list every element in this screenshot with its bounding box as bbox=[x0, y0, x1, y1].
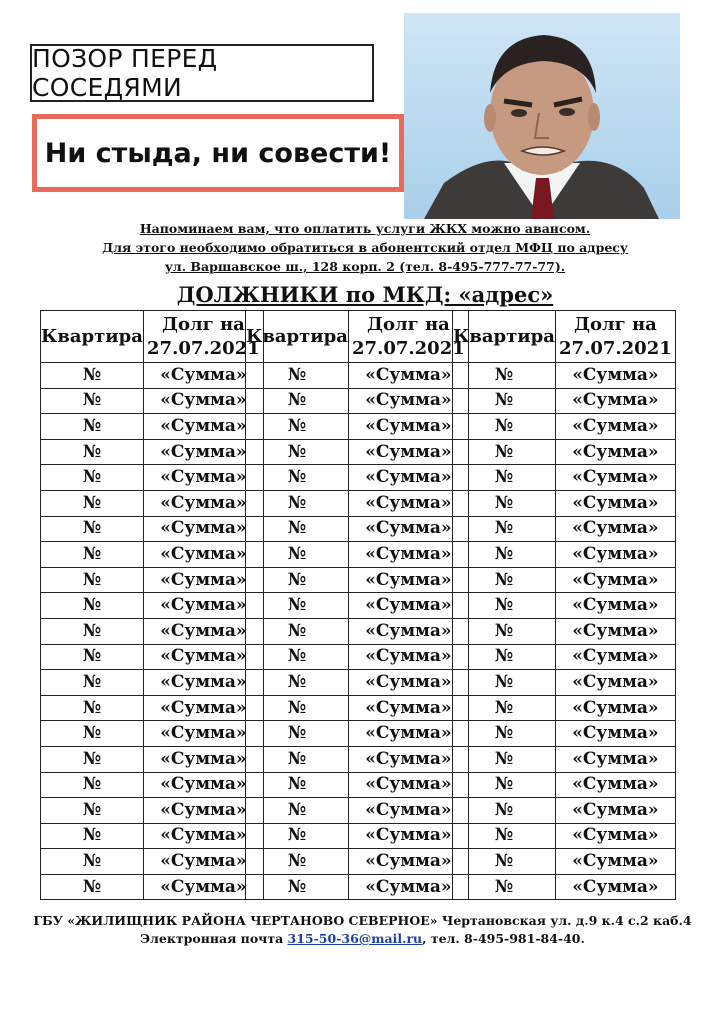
table-row bbox=[453, 644, 676, 670]
apartment-cell: № bbox=[41, 823, 144, 849]
table-row bbox=[41, 823, 264, 849]
apartment-cell: № bbox=[41, 490, 144, 516]
table-row bbox=[246, 593, 469, 619]
debt-sum-cell: «Сумма» bbox=[143, 849, 263, 875]
table-row bbox=[453, 388, 676, 414]
debt-sum-cell: «Сумма» bbox=[348, 388, 468, 414]
page-title: ПОЗОР ПЕРЕД СОСЕДЯМИ bbox=[30, 44, 374, 102]
apartment-cell: № bbox=[453, 721, 556, 747]
debt-sum-cell: «Сумма» bbox=[143, 363, 263, 389]
table-row bbox=[453, 465, 676, 491]
debt-sum-cell: «Сумма» bbox=[143, 593, 263, 619]
debt-sum-cell: «Сумма» bbox=[348, 490, 468, 516]
apartment-cell: № bbox=[41, 439, 144, 465]
debt-sum-cell: «Сумма» bbox=[143, 644, 263, 670]
debt-sum-cell: «Сумма» bbox=[348, 746, 468, 772]
table-row bbox=[246, 388, 469, 414]
footer-phone: , тел. 8-495-981-84-40. bbox=[422, 931, 585, 946]
debt-sum-cell: «Сумма» bbox=[348, 414, 468, 440]
table-row bbox=[41, 695, 264, 721]
apartment-cell: № bbox=[246, 388, 349, 414]
debt-sum-cell: «Сумма» bbox=[348, 363, 468, 389]
table-row bbox=[453, 490, 676, 516]
debt-sum-cell: «Сумма» bbox=[348, 644, 468, 670]
apartment-cell: № bbox=[453, 644, 556, 670]
table-row bbox=[453, 618, 676, 644]
apartment-cell: № bbox=[41, 772, 144, 798]
apartment-cell: № bbox=[246, 567, 349, 593]
debt-sum-cell: «Сумма» bbox=[555, 388, 675, 414]
table-row bbox=[246, 695, 469, 721]
table-row bbox=[246, 490, 469, 516]
table-row bbox=[453, 798, 676, 824]
email-link[interactable]: 315-50-36@mail.ru bbox=[287, 931, 423, 946]
debt-sum-cell: «Сумма» bbox=[143, 567, 263, 593]
table-row bbox=[41, 465, 264, 491]
col-apartment-header: Квартира bbox=[41, 311, 144, 363]
debtors-table-1 bbox=[40, 310, 264, 900]
apartment-cell: № bbox=[453, 363, 556, 389]
debt-sum-cell: «Сумма» bbox=[555, 798, 675, 824]
debt-sum-cell: «Сумма» bbox=[348, 439, 468, 465]
apartment-cell: № bbox=[246, 798, 349, 824]
debt-sum-cell: «Сумма» bbox=[348, 823, 468, 849]
footer-contacts bbox=[20, 930, 705, 948]
table-row bbox=[41, 798, 264, 824]
apartment-cell: № bbox=[41, 363, 144, 389]
debt-sum-cell: «Сумма» bbox=[348, 618, 468, 644]
table-row bbox=[41, 772, 264, 798]
debt-sum-cell: «Сумма» bbox=[555, 644, 675, 670]
debt-sum-cell: «Сумма» bbox=[348, 772, 468, 798]
apartment-cell: № bbox=[453, 593, 556, 619]
debt-sum-cell: «Сумма» bbox=[555, 465, 675, 491]
col-debt-header: Долг на 27.07.2021 bbox=[555, 311, 675, 363]
debt-sum-cell: «Сумма» bbox=[143, 695, 263, 721]
table-row bbox=[41, 388, 264, 414]
debt-sum-cell: «Сумма» bbox=[348, 849, 468, 875]
table-row bbox=[453, 695, 676, 721]
table-row bbox=[246, 363, 469, 389]
debt-sum-cell: «Сумма» bbox=[348, 516, 468, 542]
table-row bbox=[41, 644, 264, 670]
table-row bbox=[41, 746, 264, 772]
table-row bbox=[453, 593, 676, 619]
table-row bbox=[41, 849, 264, 875]
debt-sum-cell: «Сумма» bbox=[143, 542, 263, 568]
debt-sum-cell: «Сумма» bbox=[143, 874, 263, 900]
apartment-cell: № bbox=[246, 490, 349, 516]
debt-sum-cell: «Сумма» bbox=[555, 823, 675, 849]
debt-sum-cell: «Сумма» bbox=[348, 542, 468, 568]
payment-notice bbox=[40, 219, 690, 276]
table-row bbox=[246, 567, 469, 593]
table-row bbox=[41, 439, 264, 465]
table-row bbox=[41, 490, 264, 516]
table-row bbox=[41, 874, 264, 900]
apartment-cell: № bbox=[41, 849, 144, 875]
notice-line: Напоминаем вам, что оплатить услуги ЖКХ можно авансом. bbox=[139, 221, 591, 236]
debt-sum-cell: «Сумма» bbox=[555, 363, 675, 389]
debt-sum-cell: «Сумма» bbox=[143, 516, 263, 542]
table-row bbox=[41, 567, 264, 593]
debt-sum-cell: «Сумма» bbox=[143, 772, 263, 798]
apartment-cell: № bbox=[246, 644, 349, 670]
apartment-cell: № bbox=[246, 363, 349, 389]
apartment-cell: № bbox=[246, 823, 349, 849]
apartment-cell: № bbox=[453, 618, 556, 644]
debt-sum-cell: «Сумма» bbox=[143, 746, 263, 772]
apartment-cell: № bbox=[41, 414, 144, 440]
debt-sum-cell: «Сумма» bbox=[555, 746, 675, 772]
apartment-cell: № bbox=[453, 465, 556, 491]
table-row bbox=[246, 670, 469, 696]
footer-org: ГБУ «ЖИЛИЩНИК РАЙОНА ЧЕРТАНОВО СЕВЕРНОЕ» Чертановская ул. д.9 к.4 с.2 каб.4 bbox=[33, 913, 692, 928]
apartment-cell: № bbox=[453, 414, 556, 440]
table-row bbox=[41, 721, 264, 747]
apartment-cell: № bbox=[453, 388, 556, 414]
table-row bbox=[246, 439, 469, 465]
col-apartment-header: Квартира bbox=[453, 311, 556, 363]
debtors-heading bbox=[40, 282, 690, 307]
debt-sum-cell: «Сумма» bbox=[348, 874, 468, 900]
debt-sum-cell: «Сумма» bbox=[555, 542, 675, 568]
table-row bbox=[246, 618, 469, 644]
apartment-cell: № bbox=[41, 746, 144, 772]
debt-sum-cell: «Сумма» bbox=[555, 670, 675, 696]
apartment-cell: № bbox=[453, 567, 556, 593]
debt-sum-cell: «Сумма» bbox=[555, 593, 675, 619]
debt-sum-cell: «Сумма» bbox=[555, 618, 675, 644]
debt-sum-cell: «Сумма» bbox=[348, 567, 468, 593]
apartment-cell: № bbox=[41, 542, 144, 568]
col-apartment-header: Квартира bbox=[246, 311, 349, 363]
table-row bbox=[41, 363, 264, 389]
table-row bbox=[41, 618, 264, 644]
table-row bbox=[453, 721, 676, 747]
debt-sum-cell: «Сумма» bbox=[555, 849, 675, 875]
debt-sum-cell: «Сумма» bbox=[143, 414, 263, 440]
debtors-table-3 bbox=[452, 310, 676, 900]
apartment-cell: № bbox=[246, 465, 349, 491]
apartment-cell: № bbox=[246, 849, 349, 875]
table-row bbox=[41, 516, 264, 542]
table-row bbox=[246, 772, 469, 798]
debt-sum-cell: «Сумма» bbox=[555, 414, 675, 440]
debt-sum-cell: «Сумма» bbox=[143, 670, 263, 696]
debt-sum-cell: «Сумма» bbox=[555, 874, 675, 900]
table-row bbox=[246, 746, 469, 772]
table-row bbox=[453, 823, 676, 849]
table-row bbox=[246, 849, 469, 875]
apartment-cell: № bbox=[41, 874, 144, 900]
table-row bbox=[453, 670, 676, 696]
apartment-cell: № bbox=[453, 439, 556, 465]
debtors-table-2 bbox=[245, 310, 469, 900]
table-row bbox=[453, 772, 676, 798]
apartment-cell: № bbox=[41, 644, 144, 670]
apartment-cell: № bbox=[246, 414, 349, 440]
apartment-cell: № bbox=[246, 695, 349, 721]
apartment-cell: № bbox=[246, 593, 349, 619]
table-row bbox=[246, 721, 469, 747]
apartment-cell: № bbox=[41, 516, 144, 542]
table-row bbox=[453, 874, 676, 900]
apartment-cell: № bbox=[41, 721, 144, 747]
apartment-cell: № bbox=[41, 618, 144, 644]
debt-sum-cell: «Сумма» bbox=[348, 721, 468, 747]
debt-sum-cell: «Сумма» bbox=[348, 695, 468, 721]
apartment-cell: № bbox=[246, 542, 349, 568]
debt-sum-cell: «Сумма» bbox=[143, 490, 263, 516]
apartment-cell: № bbox=[41, 798, 144, 824]
apartment-cell: № bbox=[246, 746, 349, 772]
table-row bbox=[453, 439, 676, 465]
debt-sum-cell: «Сумма» bbox=[348, 798, 468, 824]
debt-sum-cell: «Сумма» bbox=[143, 823, 263, 849]
debt-sum-cell: «Сумма» bbox=[143, 439, 263, 465]
col-debt-header: Долг на 27.07.2021 bbox=[348, 311, 468, 363]
col-debt-header: Долг на 27.07.2021 bbox=[143, 311, 263, 363]
table-row bbox=[246, 823, 469, 849]
apartment-cell: № bbox=[41, 465, 144, 491]
slogan-banner: Ни стыда, ни совести! bbox=[32, 114, 404, 192]
table-row bbox=[453, 363, 676, 389]
notice-line: Для этого необходимо обратиться в абонентский отдел МФЦ по адресу bbox=[102, 240, 628, 255]
debt-sum-cell: «Сумма» bbox=[555, 772, 675, 798]
table-row bbox=[246, 874, 469, 900]
apartment-cell: № bbox=[453, 874, 556, 900]
debt-sum-cell: «Сумма» bbox=[555, 695, 675, 721]
apartment-cell: № bbox=[453, 516, 556, 542]
apartment-cell: № bbox=[453, 772, 556, 798]
apartment-cell: № bbox=[246, 439, 349, 465]
debt-sum-cell: «Сумма» bbox=[555, 567, 675, 593]
man-grimacing-photo bbox=[404, 13, 680, 219]
debtors-heading-text: ДОЛЖНИКИ по МКД: «адрес» bbox=[176, 282, 554, 307]
table-row bbox=[41, 414, 264, 440]
debt-sum-cell: «Сумма» bbox=[143, 388, 263, 414]
debt-sum-cell: «Сумма» bbox=[555, 490, 675, 516]
apartment-cell: № bbox=[41, 670, 144, 696]
table-row bbox=[246, 542, 469, 568]
table-row bbox=[453, 542, 676, 568]
apartment-cell: № bbox=[453, 746, 556, 772]
debt-sum-cell: «Сумма» bbox=[348, 670, 468, 696]
table-row bbox=[453, 414, 676, 440]
debt-sum-cell: «Сумма» bbox=[143, 465, 263, 491]
table-row bbox=[453, 567, 676, 593]
apartment-cell: № bbox=[41, 388, 144, 414]
apartment-cell: № bbox=[453, 695, 556, 721]
apartment-cell: № bbox=[453, 798, 556, 824]
apartment-cell: № bbox=[246, 721, 349, 747]
apartment-cell: № bbox=[453, 490, 556, 516]
table-row bbox=[453, 516, 676, 542]
table-row bbox=[246, 798, 469, 824]
apartment-cell: № bbox=[41, 593, 144, 619]
table-row bbox=[246, 516, 469, 542]
table-row bbox=[453, 849, 676, 875]
debt-sum-cell: «Сумма» bbox=[143, 618, 263, 644]
apartment-cell: № bbox=[453, 823, 556, 849]
debt-sum-cell: «Сумма» bbox=[555, 516, 675, 542]
apartment-cell: № bbox=[453, 542, 556, 568]
table-row bbox=[41, 670, 264, 696]
debt-sum-cell: «Сумма» bbox=[555, 721, 675, 747]
apartment-cell: № bbox=[453, 849, 556, 875]
table-row bbox=[41, 593, 264, 619]
apartment-cell: № bbox=[246, 772, 349, 798]
table-row bbox=[41, 542, 264, 568]
notice-line: ул. Варшавское ш., 128 корп. 2 (тел. 8-495-777-77-77). bbox=[164, 259, 566, 274]
apartment-cell: № bbox=[246, 516, 349, 542]
table-row bbox=[453, 746, 676, 772]
table-row bbox=[246, 465, 469, 491]
debt-sum-cell: «Сумма» bbox=[348, 593, 468, 619]
apartment-cell: № bbox=[41, 567, 144, 593]
apartment-cell: № bbox=[246, 874, 349, 900]
footer bbox=[20, 912, 705, 948]
apartment-cell: № bbox=[246, 670, 349, 696]
table-row bbox=[246, 414, 469, 440]
debt-sum-cell: «Сумма» bbox=[348, 465, 468, 491]
apartment-cell: № bbox=[453, 670, 556, 696]
debt-sum-cell: «Сумма» bbox=[143, 798, 263, 824]
email-label: Электронная почта bbox=[140, 931, 288, 946]
debt-sum-cell: «Сумма» bbox=[555, 439, 675, 465]
debt-sum-cell: «Сумма» bbox=[143, 721, 263, 747]
apartment-cell: № bbox=[41, 695, 144, 721]
apartment-cell: № bbox=[246, 618, 349, 644]
table-row bbox=[246, 644, 469, 670]
